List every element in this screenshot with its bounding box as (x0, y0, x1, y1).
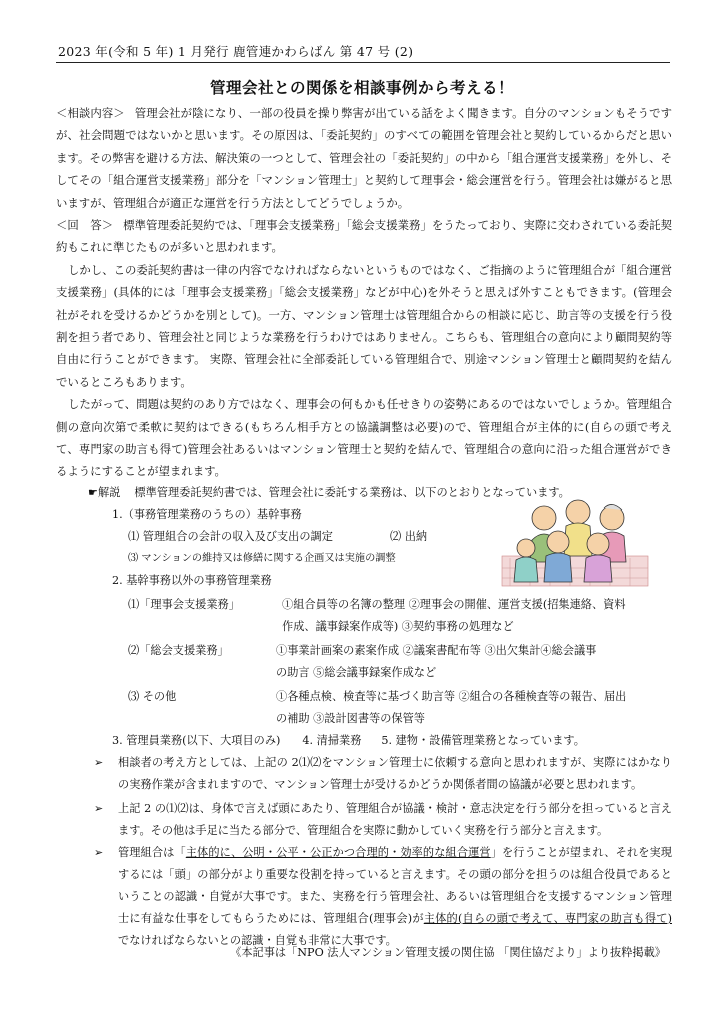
arrow-bullet-icon: ➢ (94, 802, 104, 815)
section-2c-label: ⑶ その他 (128, 690, 177, 703)
answer-p1: 標準管理委託契約では、「理事会支援業務」「総会支援業務」をうたっており、実際に交わされている委託契約もこれに準じたものが多いと思われます。 (56, 218, 672, 255)
section-2b-label: ⑵「総会支援業務」 (128, 644, 229, 657)
answer-label: ＜回 答＞ (56, 218, 114, 232)
commentary-label: ☛解説 (88, 486, 121, 499)
header-rule (56, 62, 670, 63)
source-footnote: 《本記事は「NPO 法人マンション管理支援の関住協 「関住協だより」より抜粋掲載》 (230, 946, 666, 959)
section-4-text: 4. 清掃業務 (302, 734, 362, 747)
section-2a-line2: 作成、議事録案作成等) ③契約事務の処理など (282, 620, 514, 633)
section-2b-line1: ①事業計画案の素案作成 ②議案書配布等 ③出欠集計④総会議事 (276, 644, 597, 657)
comment-3-part-c: でなければならないとの認識・自覚も非常に大事です。 (118, 934, 397, 947)
answer-p2: しかし、この委託契約書は一律の内容でなければならないというものではなく、ご指摘のように管理組合が「組合運営支援業務」(具体的には「理事会支援業務」「総会支援業務」などが中心)を外そうと思えば外すこともできます。(管理会社がそれを受けるかどうかを別として)。一方、マンション管理士は管理組合からの相談に応じ、助言等の支援を行う役割を担う者であり、管理会社と同じような業務を行うわけではありません。こちらも、管理組合の意向により顧問契約等自由に行うことができます。 実際、管理会社に全部委託している管理組合で、別途マンション管理士と顧問契約を結んでいるところもあります。 (56, 262, 672, 389)
consult-section (56, 102, 672, 214)
consult-text: 管理会社が陰になり、一部の役員を操り弊害が出ている話をよく聞きます。自分のマンションもそうですが、社会問題ではないかと思います。その原因は、「委託契約」のすべての範囲を管理会社と契約しているからだと思います。その弊害を避ける方法、解決策の一つとして、管理会社の「委託契約」の中から「組合運営支援業務」を外し、そしてその「組合運営支援業務」部分を「マンション管理士」と契約して理事会・総会運営を行う。管理会社は嫌がると思いますが、管理組合が適正な運営を行う方法としてどうでしょうか。 (56, 106, 672, 210)
section-2a-line1: ①組合員等の名簿の整理 ②理事会の開催、運営支援(招集連絡、資料 (282, 598, 626, 611)
newsletter-header: 2023 年(令和 5 年) 1 月発行 鹿管連かわらばん 第 47 号 (2) (58, 44, 414, 59)
article-title: 管理会社との関係を相談事例から考える！ (209, 79, 514, 97)
commentary-intro: 標準管理委託契約書では、管理会社に委託する業務は、以下のとおりとなっています。 (134, 486, 570, 499)
section-2c-line1: ①各種点検、検査等に基づく助言等 ②組合の各種検査等の報告、届出 (276, 690, 627, 703)
comment-2 (94, 798, 672, 842)
comment-3-part-b: 」を行うことが望まれ、それを実現するには「頭」の部分がより重要な役割を持っていると言えます。その頭の部分を担うのは組合役員であるということの認識・自覚が大事です。また、実務を行う管理会社、あるいは管理組合を支援するマンション管理士に有益な仕事をしてもらうためには、管理組合(理事会)が (118, 846, 672, 925)
section-2c-line2: の補助 ③設計図書等の保管等 (276, 712, 425, 725)
section-2b-line2: の助言 ⑤総会議事録案作成など (276, 666, 437, 679)
arrow-bullet-icon: ➢ (94, 846, 104, 859)
section-1c: ⑶ マンションの維持又は修繕に関する企画又は実施の調整 (128, 553, 396, 564)
residents-illustration (500, 496, 650, 588)
answer-p3: したがって、問題は契約のあり方ではなく、理事会の何もかも任せきりの姿勢にあるのではないでしょうか。管理組合側の意向次第で柔軟に契約はできる(もちろん相手方との協議調整は必要)ので、管理組合が主体的に(自らの頭で考えて、専門家の助言も得て)管理会社あるいはマンション管理士と契約を結んで、管理組合の意向に沿った組合運営ができるようにすることが望まれます。 (56, 397, 672, 479)
section-5-text: 5. 建物・設備管理業務となっています。 (381, 734, 585, 747)
section-1a: ⑴ 管理組合の会計の収入及び支出の調定 (128, 530, 333, 543)
section-3-text: 3. 管理員業務(以下、大項目のみ) (112, 734, 281, 747)
comment-1 (94, 752, 672, 796)
section-2a-label: ⑴「理事会支援業務」 (128, 598, 240, 611)
comment-3-text (118, 842, 672, 952)
section-2-heading: 2. 基幹事務以外の事務管理業務 (112, 574, 272, 587)
comment-3-underline-1: 主体的に、公明・公平・公正かつ合理的・効率的な組合運営 (185, 846, 491, 859)
comment-2-text: 上記 2 の⑴⑵は、身体で言えば頭にあたり、管理組合が協議・検討・意志決定を行う部分を担っていると言えます。その他は手足に当たる部分で、管理組合を実際に動かしていく実務を行う部分と言えます。 (118, 802, 672, 837)
section-3 (112, 730, 585, 752)
comment-3-underline-2: 主体的(自らの頭で考えて、専門家の助言も得て) (423, 912, 672, 925)
answer-section (56, 214, 672, 483)
section-1b: ⑵ 出納 (390, 530, 428, 543)
commentary-line (88, 482, 570, 504)
comment-3-part-a: 管理組合は「 (118, 846, 186, 859)
comment-3 (94, 842, 672, 952)
comment-1-text: 相談者の考え方としては、上記の 2⑴⑵をマンション管理士に依頼する意向と思われますが、実際にはかなりの実務作業が含まれますので、マンション管理士が受けるかどうか関係者間の協議が必要と思われます。 (118, 756, 672, 791)
arrow-bullet-icon: ➢ (94, 756, 104, 769)
consult-label: ＜相談内容＞ (56, 106, 125, 120)
section-1-heading: 1.（事務管理業務のうちの）基幹事務 (112, 508, 302, 521)
